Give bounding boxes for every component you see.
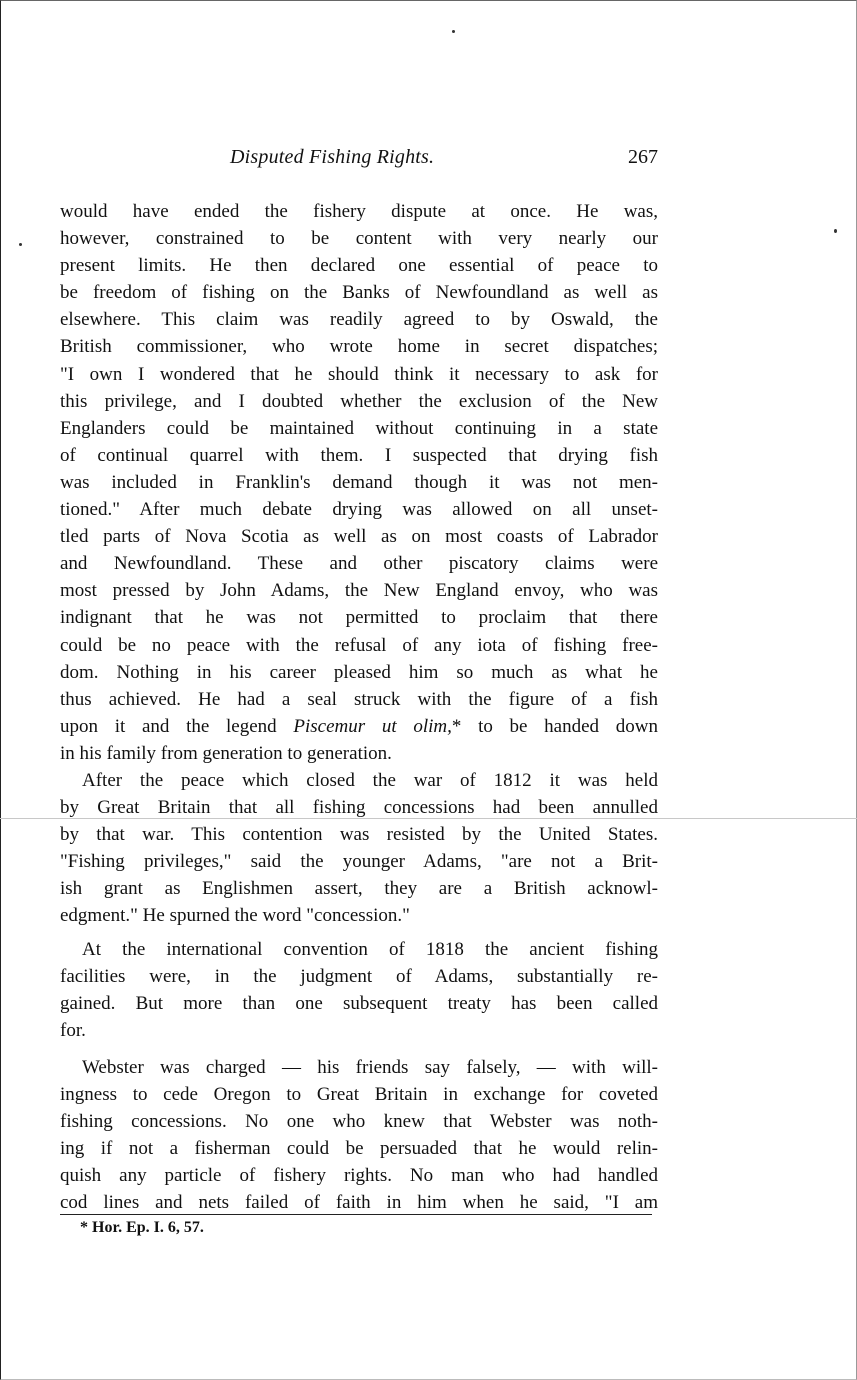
text-line: however, constrained to be content with very nearly our — [60, 228, 658, 250]
footnote: * Hor. Ep. I. 6, 57. — [80, 1219, 204, 1236]
text-line: edgment." He spurned the word "concession." — [60, 905, 410, 927]
text-line: by that war. This contention was resisted by the United States. — [60, 824, 658, 846]
text-line: "Fishing privileges," said the younger Adams, "are not a Brit- — [60, 851, 658, 873]
text-line: would have ended the fishery dispute at once. He was, — [60, 201, 658, 222]
text-line: ish grant as Englishmen assert, they are a British acknowl- — [60, 878, 658, 900]
latin-legend: Piscemur ut olim, — [293, 715, 452, 737]
text-line: of continual quarrel with them. I suspected that drying fish — [60, 444, 658, 466]
text-line: quish any particle of fishery rights. No man who had handled — [60, 1165, 658, 1187]
text-line: Englanders could be maintained without continuing in a state — [60, 417, 658, 439]
text-line: elsewhere. This claim was readily agreed to by Oswald, the — [60, 309, 658, 331]
footnote-rule — [60, 1214, 652, 1215]
paragraph — [60, 936, 658, 1044]
scan-speck — [452, 30, 455, 33]
text-line: After the peace which closed the war of 1812 it was held — [82, 769, 658, 791]
text-line: fishing concessions. No one who knew that Webster was noth- — [60, 1111, 658, 1133]
scan-speck — [834, 229, 837, 233]
text-line: ingness to cede Oregon to Great Britain in exchange for coveted — [60, 1084, 658, 1105]
text-line: could be no peace with the refusal of any iota of fishing free- — [60, 634, 658, 656]
text-line: thus achieved. He had a seal struck with the figure of a fish — [60, 688, 658, 710]
legend-lead-text: upon it and the legend — [60, 715, 294, 737]
paragraph-gap — [60, 1044, 658, 1054]
text-line: in his family from generation to generation. — [60, 742, 392, 764]
legend-tail-text: * to be handed down — [451, 715, 658, 737]
text-line: gained. But more than one subsequent treaty has been called — [60, 992, 658, 1014]
running-title: Disputed Fishing Rights. — [230, 146, 435, 168]
text-line: ing if not a fisherman could be persuaded that he would relin- — [60, 1138, 658, 1160]
paragraph — [60, 767, 658, 930]
paragraph — [60, 1054, 658, 1217]
text-line: this privilege, and I doubted whether the exclusion of the New — [60, 390, 658, 412]
text-line: present limits. He then declared one essential of peace to — [60, 255, 658, 277]
page-header — [60, 146, 658, 176]
text-line: "I own I wondered that he should think it necessary to ask for — [60, 363, 658, 385]
text-line: cod lines and nets failed of faith in him when he said, "I am — [60, 1192, 658, 1214]
text-line: Webster was charged — his friends say falsely, — with will- — [82, 1056, 658, 1078]
page-number: 267 — [628, 146, 658, 168]
text-line-legend — [60, 713, 658, 740]
text-line: At the international convention of 1818 the ancient fishing — [82, 938, 658, 960]
text-line: most pressed by John Adams, the New England envoy, who was — [60, 580, 658, 602]
text-line: was included in Franklin's demand though it was not men- — [60, 471, 658, 493]
text-line: and Newfoundland. These and other piscatory claims were — [60, 553, 658, 575]
text-line: tioned." After much debate drying was allowed on all unset- — [60, 499, 658, 521]
text-line: be freedom of fishing on the Banks of Newfoundland as well as — [60, 282, 658, 304]
paragraph — [60, 198, 658, 767]
text-line: for. — [60, 1019, 86, 1041]
scan-speck — [19, 243, 22, 246]
text-line: indignant that he was not permitted to proclaim that there — [60, 607, 658, 629]
text-line: facilities were, in the judgment of Adams, substantially re- — [60, 965, 658, 987]
text-line: British commissioner, who wrote home in secret dispatches; — [60, 336, 658, 358]
text-line: dom. Nothing in his career pleased him so much as what he — [60, 661, 658, 683]
text-line: tled parts of Nova Scotia as well as on most coasts of Labrador — [60, 526, 658, 548]
text-line: by Great Britain that all fishing concessions had been annulled — [60, 797, 658, 819]
body-text — [60, 198, 658, 1216]
